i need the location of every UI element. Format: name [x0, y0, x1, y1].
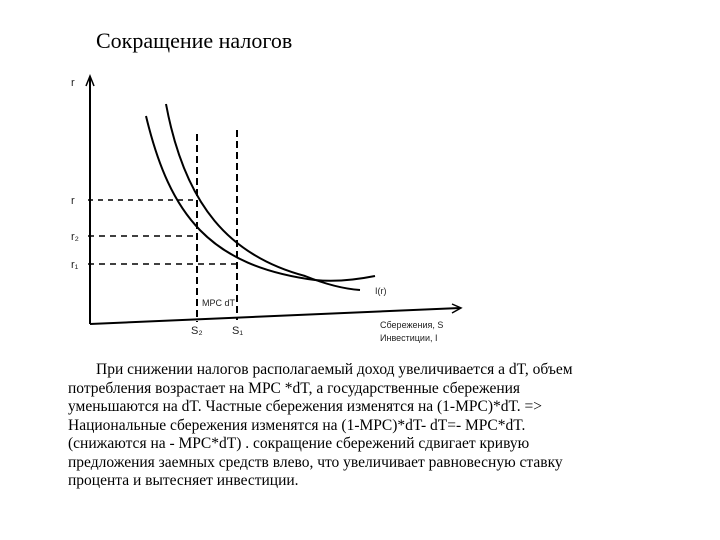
s2-label: S₂	[191, 325, 203, 337]
explanation-line: Национальные сбережения изменятся на (1-MPC)*dT- dT=- MPC*dT.	[68, 416, 526, 434]
slide-title: Сокращение налогов	[96, 28, 293, 53]
r2-level-label: r₂	[71, 231, 79, 243]
curve-label: I(r)	[375, 286, 387, 296]
savings-investment-diagram	[60, 66, 478, 356]
explanation-line: уменьшаются на dT. Частные сбережения изменятся на (1-MPC)*dT. =>	[68, 398, 543, 415]
investment-curve-inner	[146, 116, 375, 281]
x-axis-label-line2: Инвестиции, I	[380, 333, 438, 343]
y-axis-label: r	[71, 77, 75, 89]
r-level-label: r	[71, 195, 75, 207]
explanation-line: предложения заемных средств влево, что увеличивает равновесную ставку	[68, 453, 563, 471]
explanation-line: (снижаются на - MPC*dT) . сокращение сбережений сдвигает кривую	[68, 435, 530, 452]
explanation-paragraph	[68, 361, 658, 491]
explanation-line: потребления возрастает на MPC *dT, а государственные сбережения	[68, 379, 521, 397]
r1-level-label: r₁	[71, 259, 79, 271]
explanation-line: При снижении налогов располагаемый доход увеличивается а dT, объем	[96, 361, 573, 378]
mpc-label: MPC dT	[202, 298, 236, 308]
x-axis-label-line1: Сбережения, S	[380, 320, 444, 330]
s1-label: S₁	[232, 325, 244, 337]
explanation-line: процента и вытесняет инвестиции.	[68, 472, 299, 489]
investment-curve-outer	[166, 104, 360, 290]
